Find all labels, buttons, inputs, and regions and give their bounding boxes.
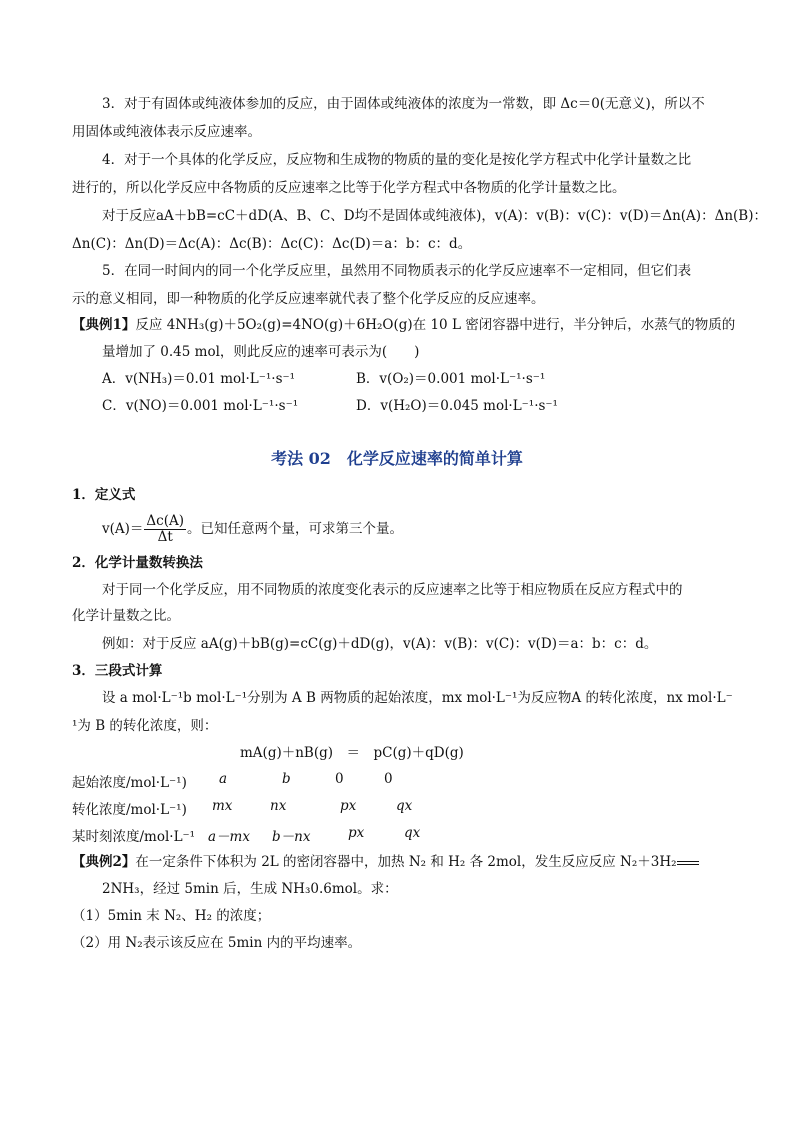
fraction-numerator: Δc(A) [146, 513, 185, 529]
cell-initial-a: a [219, 771, 228, 787]
example-1-line-1 [72, 315, 735, 335]
method-2-line-2: 化学计量数之比。 [72, 608, 180, 624]
example-1-text: 反应 4NH₃(g)＋5O₂(g)=4NO(g)＋6H₂O(g)在 10 L 密闭容器中进行，半分钟后，水蒸气的物质的 [135, 317, 736, 333]
para-4-line-1: 4．对于一个具体的化学反应，反应物和生成物的物质的量的变化是按化学方程式中化学计量数之比 [102, 152, 692, 168]
cell-converted-d: qx [396, 798, 413, 814]
cell-moment-d: qx [404, 825, 421, 841]
example-1-option-a: A．v(NH₃)＝0.01 mol·L⁻¹·s⁻¹ [102, 371, 296, 387]
example-2-question-2: （2）用 N₂表示该反应在 5min 内的平均速率。 [72, 935, 362, 951]
example-2-question-1: （1）5min 末 N₂、H₂ 的浓度； [72, 908, 271, 924]
row-label-initial: 起始浓度/mol·L⁻¹) [72, 775, 187, 791]
row-label-converted: 转化浓度/mol·L⁻¹) [72, 802, 187, 818]
section-title: 考法 02 化学反应速率的简单计算 [271, 449, 523, 468]
formula-rest: 。已知任意两个量，可求第三个量。 [187, 521, 404, 537]
example-1-option-b: B．v(O₂)＝0.001 mol·L⁻¹·s⁻¹ [356, 371, 546, 387]
cell-initial-b: b [282, 771, 291, 787]
equilibrium-arrow-icon [677, 858, 699, 868]
rate-fraction [144, 514, 186, 545]
example-1-line-2: 量增加了 0.45 mol，则此反应的速率可表示为( ) [102, 344, 420, 360]
example-2-line-2: 2NH₃，经过 5min 后，生成 NH₃0.6mol。求： [102, 881, 398, 897]
example-2-tag: 【典例2】 [72, 854, 136, 870]
cell-initial-d: 0 [384, 771, 393, 787]
method-2-title: 2．化学计量数转换法 [72, 555, 203, 571]
method-3-title: 3．三段式计算 [72, 663, 163, 679]
para-5-line-2: 示的意义相同，即一种物质的化学反应速率就代表了整个化学反应的反应速率。 [72, 291, 545, 307]
fraction-denominator: Δt [157, 529, 173, 545]
method-2-example: 例如：对于反应 aA(g)＋bB(g)=cC(g)＋dD(g)，v(A)：v(B)：v(C)：v(D)＝a：b：c：d。 [102, 636, 658, 652]
row-label-moment: 某时刻浓度/mol·L⁻¹ [72, 829, 196, 845]
example-2-text: 在一定条件下体积为 2L 的密闭容器中，加热 N₂ 和 H₂ 各 2mol，发生反应反应 N₂＋3H₂ [135, 854, 677, 870]
example-1-option-c: C．v(NO)＝0.001 mol·L⁻¹·s⁻¹ [102, 398, 299, 414]
example-1-tag: 【典例1】 [72, 317, 136, 333]
cell-converted-c: px [340, 798, 357, 814]
method-3-line-1: 设 a mol·L⁻¹b mol·L⁻¹分别为 A B 两物质的起始浓度，mx mol·L⁻¹为反应物A 的转化浓度，nx mol·L⁻ [102, 690, 733, 706]
example-2-line-1 [72, 852, 699, 872]
cell-moment-a: a－mx [208, 829, 250, 845]
method-1-title: 1．定义式 [72, 487, 136, 503]
para-5-line-1: 5．在同一时间内的同一个化学反应里，虽然用不同物质表示的化学反应速率不一定相同，但它们表 [102, 263, 692, 279]
cell-initial-c: 0 [335, 771, 344, 787]
three-step-equation: mA(g)＋nB(g) ＝ pC(g)＋qD(g) [240, 745, 464, 761]
method-3-line-2: ¹为 B 的转化浓度，则： [72, 718, 218, 734]
definition-formula [102, 514, 403, 545]
para-3-line-2: 用固体或纯液体表示反应速率。 [72, 124, 261, 140]
para-3-line-1: 3．对于有固体或纯液体参加的反应，由于固体或纯液体的浓度为一常数，即 Δc＝0(无意义)，所以不 [102, 96, 705, 112]
formula-lhs: v(A)＝ [102, 521, 144, 537]
cell-converted-a: mx [212, 798, 233, 814]
example-1-option-d: D．v(H₂O)＝0.045 mol·L⁻¹·s⁻¹ [356, 398, 558, 414]
cell-converted-b: nx [270, 798, 287, 814]
para-4-line-3: 对于反应aA＋bB=cC＋dD(A、B、C、D均不是固体或纯液体)，v(A)：v(B)：v(C)：v(D)＝Δn(A)：Δn(B)： [102, 208, 767, 224]
cell-moment-b: b－nx [272, 829, 311, 845]
method-2-line-1: 对于同一个化学反应，用不同物质的浓度变化表示的反应速率之比等于相应物质在反应方程式中的 [102, 582, 683, 598]
cell-moment-c: px [348, 825, 365, 841]
para-4-line-4: Δn(C)：Δn(D)＝Δc(A)：Δc(B)：Δc(C)：Δc(D)＝a：b：c：d。 [72, 236, 472, 252]
para-4-line-2: 进行的，所以化学反应中各物质的反应速率之比等于化学方程式中各物质的化学计量数之比。 [72, 180, 626, 196]
